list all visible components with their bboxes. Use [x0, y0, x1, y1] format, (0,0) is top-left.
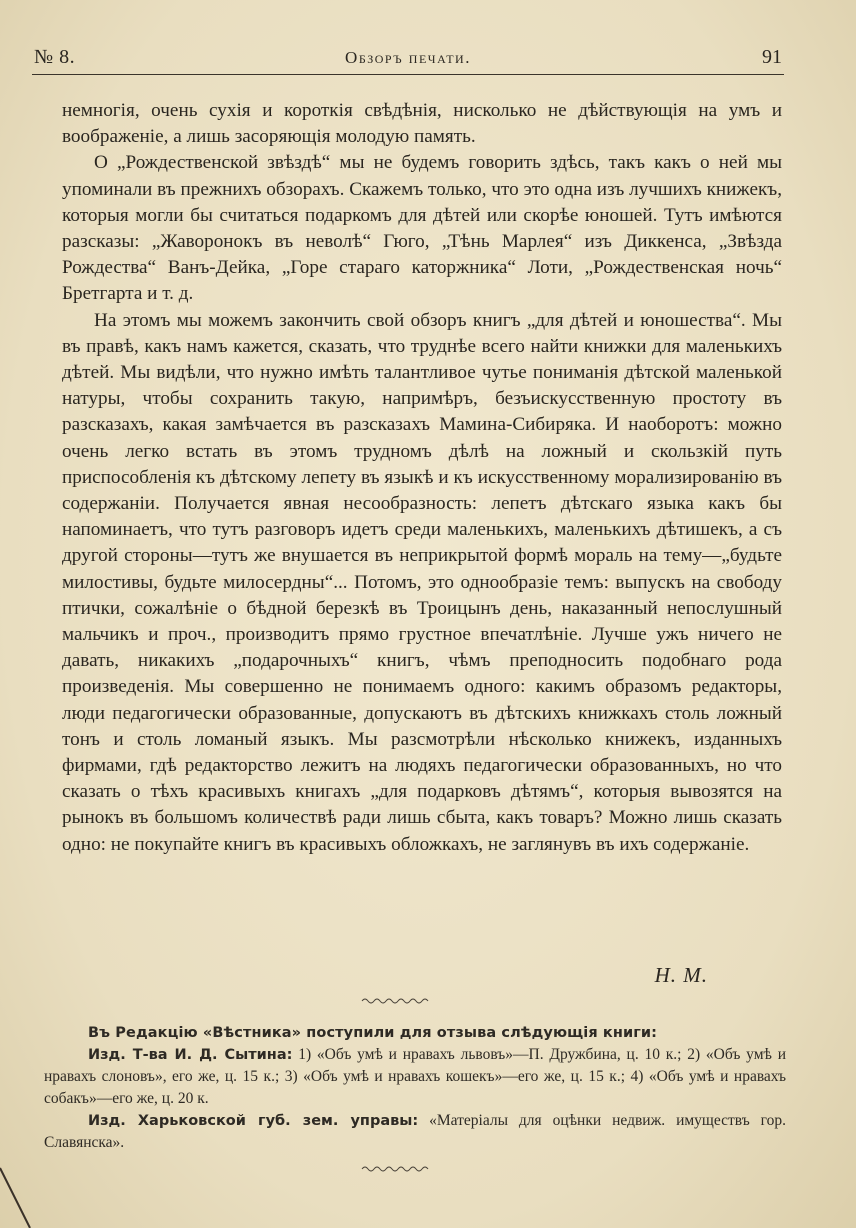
paragraph: немногія, очень сухія и короткія свѣдѣнія, нисколько не дѣйствующія на умъ и воображеніе, а лишь засоряющія молодую память.: [62, 100, 782, 148]
notice-entry: [44, 1044, 786, 1110]
received-books-notice: [44, 1022, 786, 1154]
paragraph: На этомъ мы можемъ закончить свой обзоръ книгъ „для дѣтей и юношества“. Мы въ правѣ, какъ намъ кажется, сказать, что труднѣе всего найти книжки для маленькихъ дѣтей. Мы видѣли, что нужно имѣть талантливое чутье пониманія дѣтской маленькой натуры, чтобы сохранить такую, напримѣръ, безъискусственную простоту въ разсказахъ, какая замѣчается въ разсказахъ Мамина-Сибиряка. И наоборотъ: можно очень легко встать въ этомъ трудномъ дѣлѣ на ложный и скользкій путь приспособленія къ дѣтскому лепету въ языкѣ и къ искусственному морализированію въ содержаніи. Получается явная несообразность: лепетъ дѣтскаго языка какъ бы напоминаетъ, что тутъ разговоръ идетъ среди маленькихъ, маленькихъ дѣтишекъ, а съ другой стороны—тутъ же внушается въ неприкрытой формѣ мораль на тему—„будьте милостивы, будьте милосердны“... Потомъ, это однообразіе темъ: выпускъ на свободу птички, сожалѣніе о бѣдной березкѣ въ Троицынъ день, наказанный непослушный мальчикъ и проч., производитъ прямо грустное впечатлѣніе. Лучше ужъ ничего не давать, никакихъ „подарочныхъ“ книгъ, чѣмъ преподносить подобнаго рода произведенія. Мы совершенно не понимаемъ одного: какимъ образомъ редакторы, люди педагогически образованные, допускаютъ въ дѣтскихъ книжкахъ столь ложный тонъ и столь ломаный языкъ. Мы разсмотрѣли нѣсколько книжекъ, изданныхъ фирмами, гдѣ редакторство лежитъ на людяхъ педагогически образованныхъ, но что сказать о тѣхъ красивыхъ книгахъ „для подарковъ дѣтямъ“, которыя вывозятся на рынокъ въ большомъ количествѣ ради лишь сбыта, какъ товаръ? Можно лишь сказать одно: не покупайте книгъ въ красивыхъ обложкахъ, не заглянувъ въ ихъ содержаніе.: [62, 309, 782, 855]
ornamental-divider: [360, 996, 432, 1006]
author-signature: Н. М.: [654, 963, 708, 987]
ornamental-divider: [360, 1164, 432, 1174]
page-number: 91: [762, 46, 782, 68]
notice-heading: Въ Редакцію «Вѣстника» поступили для отзыва слѣдующія книги:: [88, 1025, 658, 1041]
book-list: 1) «Объ умѣ и нравахъ львовъ»—П. Дружбина, ц. 10 к.; 2) «Объ умѣ и нравахъ слоновъ», его же, ц. 15 к.; 3) «Объ умѣ и нравахъ кошекъ»—его же, ц. 15 к.; 4) «Объ умѣ и нравахъ собакъ»—его же, ц. 20 к.: [44, 1046, 787, 1107]
article-body: [62, 98, 782, 858]
book-list: «Матеріалы для оцѣнки недвиж. имуществъ гор. Славянска».: [44, 1112, 786, 1151]
page-corner-crease: [0, 1148, 40, 1228]
issue-number: № 8.: [34, 46, 76, 68]
publisher-name: Изд. Т-ва И. Д. Сытина:: [88, 1047, 293, 1063]
publisher-name: Изд. Харьковской губ. зем. управы:: [88, 1113, 419, 1129]
paragraph: О „Рождественской звѣздѣ“ мы не будемъ говорить здѣсь, такъ какъ о ней мы упоминали въ прежнихъ обзорахъ. Скажемъ только, что это одна изъ лучшихъ книжекъ, которыя могли бы считаться подаркомъ для дѣтей или скорѣе юношей. Тутъ имѣются разсказы: „Жаворонокъ въ неволѣ“ Гюго, „Тѣнь Марлея“ изъ Диккенса, „Звѣзда Рождества“ Ванъ-Дейка, „Горе стараго каторжника“ Лоти, „Рождественская ночь“ Бретгарта и т. д.: [62, 152, 782, 305]
section-title: Обзоръ печати.: [345, 48, 471, 67]
notice-entry: [44, 1110, 786, 1154]
running-header: [32, 44, 784, 75]
